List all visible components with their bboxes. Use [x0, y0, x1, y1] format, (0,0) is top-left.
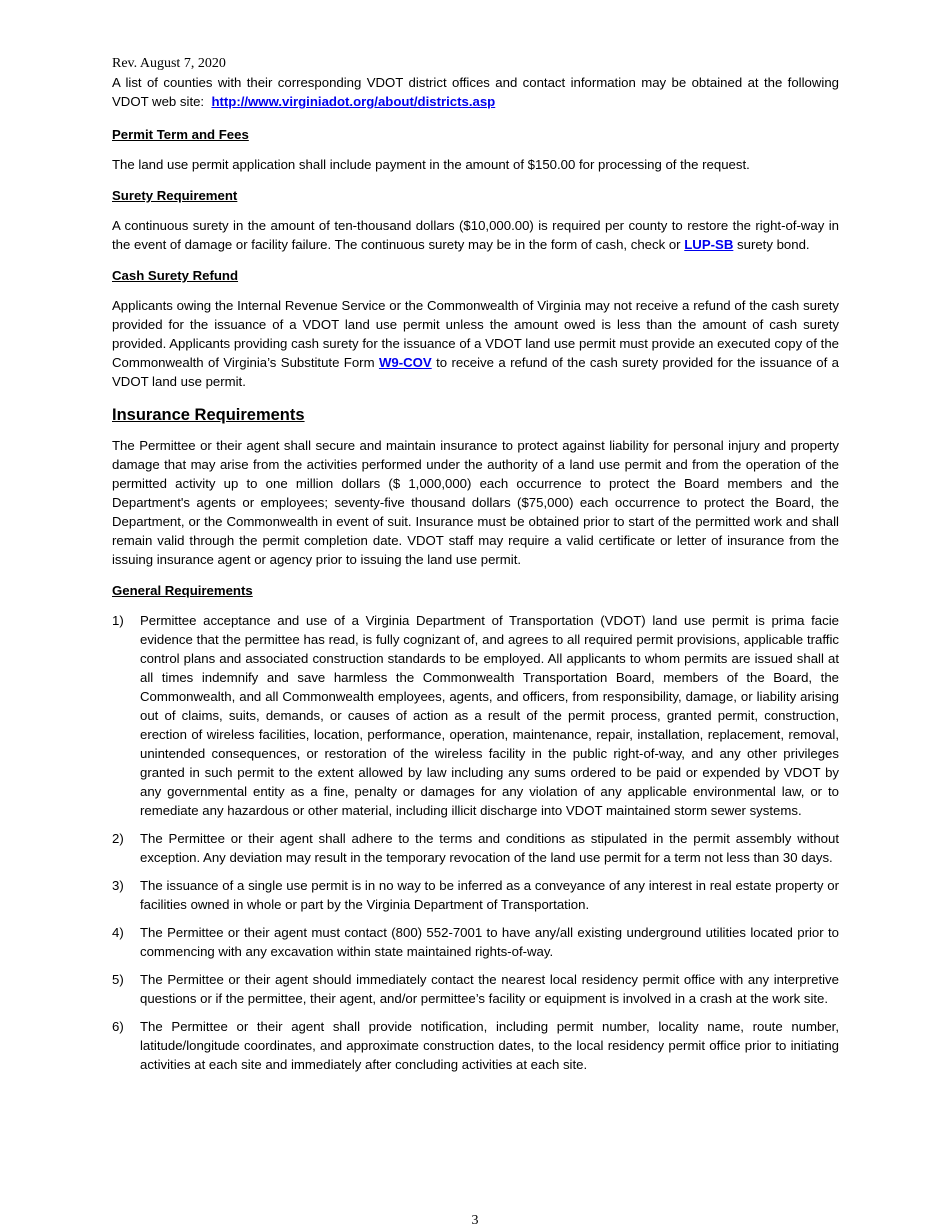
- item-text: The Permittee or their agent shall provide notification, including permit number, locality name, route number, latitude/longitude coordinates, and approximate construction dates, to the local residency permit office prior to initiating activities at each site and immediately after concluding activities at each site.: [140, 1019, 839, 1072]
- page-number: 3: [471, 1213, 479, 1228]
- surety-heading: Surety Requirement: [112, 188, 238, 203]
- surety-text-end: surety bond.: [737, 237, 810, 252]
- w9-cov-link[interactable]: W9-COV: [378, 355, 432, 370]
- item-text: The Permittee or their agent must contact (800) 552-7001 to have any/all existing underground utilities located prior to commencing with any excavation within state maintained rights-of-way.: [140, 925, 839, 959]
- list-item: [112, 611, 839, 820]
- list-item: [112, 1017, 839, 1074]
- general-requirements-heading: General Requirements: [112, 583, 253, 598]
- item-number: 2): [112, 831, 124, 846]
- general-requirements-list: [112, 611, 839, 1074]
- permit-term-heading: Permit Term and Fees: [112, 127, 249, 142]
- list-item: [112, 923, 839, 961]
- cash-refund-text-end: to receive a refund of the cash surety provided for the issuance of a VDOT land use permit.: [112, 355, 840, 389]
- item-number: 5): [112, 972, 124, 987]
- list-item: [112, 970, 839, 1008]
- permit-term-text: The land use permit application shall include payment in the amount of $150.00 for processing of the request.: [112, 157, 750, 172]
- cash-refund-heading: Cash Surety Refund: [112, 268, 239, 283]
- lup-sb-link[interactable]: LUP-SB: [684, 237, 734, 252]
- item-number: 6): [112, 1019, 124, 1034]
- surety-paragraph: [112, 216, 839, 254]
- list-item: [112, 829, 839, 867]
- item-text: The issuance of a single use permit is in no way to be inferred as a conveyance of any interest in real estate property or facilities owned in whole or part by the Virginia Department of Transportation.: [140, 878, 839, 912]
- item-text: The Permittee or their agent shall adhere to the terms and conditions as stipulated in the permit assembly without exception. Any deviation may result in the temporary revocation of the land use permit for a term not less than 30 days.: [140, 831, 839, 865]
- item-number: 1): [112, 613, 124, 628]
- cash-refund-text: Applicants owing the Internal Revenue Service or the Commonwealth of Virginia may not receive a refund of the cash surety provided for the issuance of a VDOT land use permit unless the amount owed is less than the amount of cash surety provided. Applicants providing cash surety for the issuance of a VDOT land use permit must provide an executed copy of the Commonwealth of Virginia’s Substitute Form: [112, 298, 839, 370]
- page-content: [112, 73, 839, 1083]
- item-number: 3): [112, 878, 124, 893]
- insurance-text: The Permittee or their agent shall secure and maintain insurance to protect against liability for personal injury and property damage that may arise from the activities performed under the authority of a land use permit and from the operation of the permitted activity up to one million dollars ($ 1,000,000) each occurrence to protect the Board members and the Department's agents or employees; seventy-five thousand dollars ($75,000) each occurrence to protect the Board, the Department, or the Commonwealth in event of suit. Insurance must be obtained prior to start of the permitted work and shall remain valid through the permit completion date. VDOT staff may require a valid certificate or letter of insurance from the issuing insurance agent or agency prior to issuing the land use permit.: [112, 438, 839, 567]
- surety-text: A continuous surety in the amount of ten-thousand dollars ($10,000.00) is required per county to restore the right-of-way in the event of damage or facility failure. The continuous surety may be in the form of cash, check or: [112, 218, 839, 252]
- item-number: 4): [112, 925, 124, 940]
- cash-refund-paragraph: [112, 296, 839, 391]
- revision-date: Rev. August 7, 2020: [112, 56, 226, 71]
- item-text: Permittee acceptance and use of a Virginia Department of Transportation (VDOT) land use permit is prima facie evidence that the permittee has read, is fully cognizant of, and agrees to all required permit provisions, applicable traffic control plans and associated construction standards to be employed. All applicants to whom permits are issued shall at all times indemnify and save harmless the Commonwealth Transportation Board, members of the Board, the Commonwealth, and all Commonwealth employees, agents, and officers, from responsibility, damage, or liability arising out of claims, suits, demands, or causes of action as a result of the permit process, granted permit, construction, erection of wireless facilities, location, performance, operation, maintenance, repair, installation, replacement, removal, unintended consequences, or restoration of the wireless facility in the public right-of-way, and any other privileges granted in such permit to the extent allowed by law including any sums ordered to be paid or expended by VDOT by any governmental entity as a fine, penalty or damages for any violation of any applicable environmental law, or to remediate any hazardous or other material, including illicit discharge into VDOT maintained storm sewer systems.: [140, 613, 839, 818]
- intro-paragraph: [112, 73, 839, 111]
- item-text: The Permittee or their agent should immediately contact the nearest local residency permit office with any interpretive questions or if the permittee, their agent, and/or permittee’s facility or equipment is involved in a crash at the work site.: [140, 972, 839, 1006]
- intro-text: A list of counties with their corresponding VDOT district offices and contact information may be obtained at the following VDOT web site:: [112, 75, 839, 109]
- districts-link[interactable]: http://www.virginiadot.org/about/districts.asp: [211, 94, 496, 109]
- insurance-heading: Insurance Requirements: [112, 406, 305, 424]
- list-item: [112, 876, 839, 914]
